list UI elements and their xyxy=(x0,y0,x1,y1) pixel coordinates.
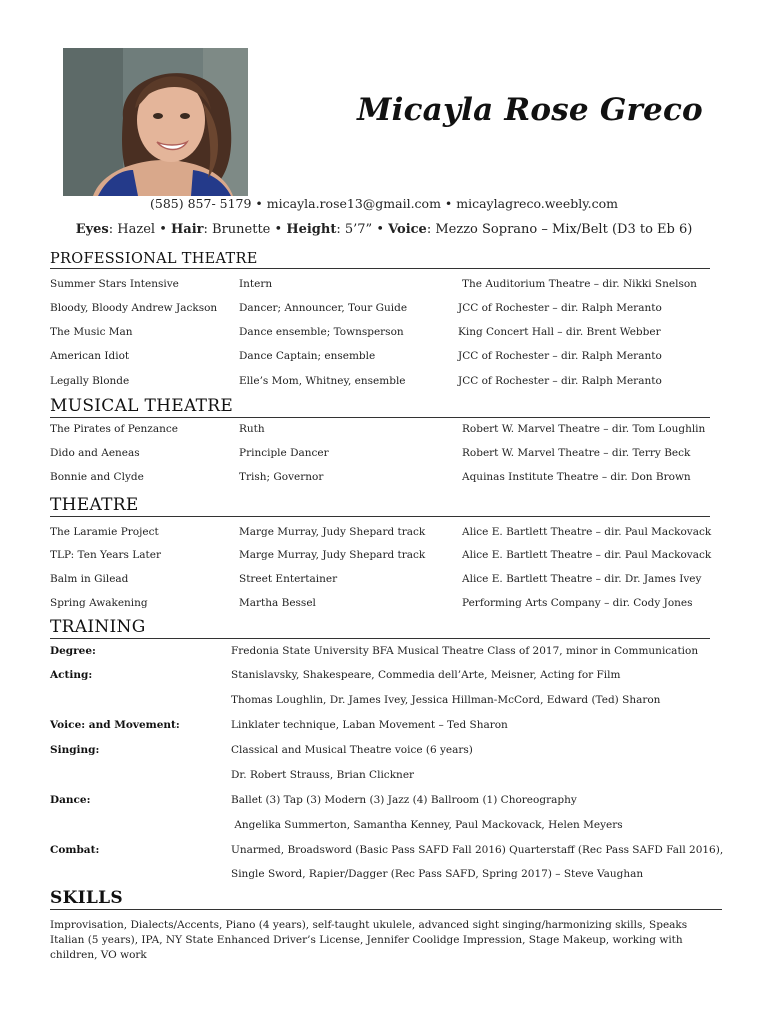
credit-row xyxy=(50,549,720,567)
training-row xyxy=(50,868,720,886)
training-value: Angelika Summerton, Samantha Kenney, Paul Mackovack, Helen Meyers xyxy=(231,819,623,831)
credit-role: Marge Murray, Judy Shepard track xyxy=(239,549,426,561)
credit-row xyxy=(50,526,720,544)
credit-venue: Robert W. Marvel Theatre – dir. Tom Loughlin xyxy=(462,423,706,435)
section-title-training: TRAINING xyxy=(50,617,710,639)
credit-row xyxy=(50,326,720,344)
credit-venue: Alice E. Bartlett Theatre – dir. Paul Mackovack xyxy=(462,526,712,538)
credit-role: Dance ensemble; Townsperson xyxy=(239,326,404,338)
training-value: Linklater technique, Laban Movement – Ted Sharon xyxy=(231,719,508,731)
credit-row xyxy=(50,597,720,615)
credit-row xyxy=(50,573,720,591)
training-label: Dance: xyxy=(50,794,91,806)
training-value: Stanislavsky, Shakespeare, Commedia dell’Arte, Meisner, Acting for Film xyxy=(231,669,621,681)
training-label: Degree: xyxy=(50,645,96,657)
credit-show: Balm in Gilead xyxy=(50,573,129,585)
training-label: Combat: xyxy=(50,844,100,856)
credit-venue: The Auditorium Theatre – dir. Nikki Snelson xyxy=(462,278,697,290)
credit-venue: King Concert Hall – dir. Brent Webber xyxy=(458,326,661,338)
attr-label-height: Height xyxy=(286,222,337,237)
training-row xyxy=(50,669,720,687)
credit-role: Intern xyxy=(239,278,273,290)
credit-role: Martha Bessel xyxy=(239,597,316,609)
training-label: Voice: and Movement: xyxy=(50,719,180,731)
credit-role: Principle Dancer xyxy=(239,447,329,459)
training-label: Acting: xyxy=(50,669,93,681)
credit-venue: JCC of Rochester – dir. Ralph Meranto xyxy=(458,375,662,387)
credit-venue: Alice E. Bartlett Theatre – dir. Dr. James Ivey xyxy=(462,573,702,585)
skills-text: Improvisation, Dialects/Accents, Piano (4 years), self-taught ukulele, advanced sight singing/harmonizing skills, Speaks Italian (5 years), IPA, NY State Enhanced Driver’s License, Jennifer Coolidge Impression, Stage Makeup, working with children, VO work xyxy=(50,919,688,961)
credit-row xyxy=(50,278,720,296)
credit-venue: Alice E. Bartlett Theatre – dir. Paul Mackovack xyxy=(462,549,712,561)
attr-label-eyes: Eyes xyxy=(75,222,109,237)
training-row xyxy=(50,744,720,762)
credit-show: The Music Man xyxy=(50,326,133,338)
credit-role: Dancer; Announcer, Tour Guide xyxy=(239,302,408,314)
credit-role: Dance Captain; ensemble xyxy=(239,350,376,362)
credit-row xyxy=(50,375,720,393)
physical-attributes: Eyes: Hazel • Hair: Brunette • Height: 5’7” • Voice: Mezzo Soprano – Mix/Belt (D3 to Eb 6) xyxy=(75,222,693,237)
credit-show: The Pirates of Penzance xyxy=(50,423,178,435)
credit-venue: Aquinas Institute Theatre – dir. Don Brown xyxy=(462,471,691,483)
attr-value-height: 5’7” xyxy=(344,222,373,237)
credit-show: Bonnie and Clyde xyxy=(50,471,144,483)
training-label: Singing: xyxy=(50,744,100,756)
credit-show: TLP: Ten Years Later xyxy=(50,549,161,561)
headshot-photo xyxy=(63,48,248,196)
credit-show: Legally Blonde xyxy=(50,375,130,387)
attr-label-voice: Voice xyxy=(388,222,427,237)
training-row xyxy=(50,645,720,663)
credit-show: Bloody, Bloody Andrew Jackson xyxy=(50,302,218,314)
credit-role: Trish; Governor xyxy=(239,471,324,483)
attr-value-hair: Brunette xyxy=(212,222,271,237)
training-row xyxy=(50,844,724,862)
training-value: Thomas Loughlin, Dr. James Ivey, Jessica Hillman-McCord, Edward (Ted) Sharon xyxy=(231,694,661,706)
credit-show: American Idiot xyxy=(50,350,130,362)
credit-show: Spring Awakening xyxy=(50,597,148,609)
section-title-professional: PROFESSIONAL THEATRE xyxy=(50,251,710,269)
section-title-theatre: THEATRE xyxy=(50,495,710,517)
training-row xyxy=(50,819,720,837)
candidate-name: Micayla Rose Greco xyxy=(357,92,703,128)
credit-show: Dido and Aeneas xyxy=(50,447,140,459)
training-row xyxy=(50,719,720,737)
credit-role: Elle’s Mom, Whitney, ensemble xyxy=(239,375,406,387)
credit-role: Ruth xyxy=(239,423,265,435)
training-value: Unarmed, Broadsword (Basic Pass SAFD Fall 2016) Quarterstaff (Rec Pass SAFD Fall 2016), xyxy=(231,844,724,856)
training-value: Ballet (3) Tap (3) Modern (3) Jazz (4) Ballroom (1) Choreography xyxy=(231,794,577,806)
section-title-musical: MUSICAL THEATRE xyxy=(50,396,710,418)
credit-show: Summer Stars Intensive xyxy=(50,278,179,290)
section-title-skills: SKILLS xyxy=(50,888,722,910)
credit-venue: JCC of Rochester – dir. Ralph Meranto xyxy=(458,350,662,362)
training-value: Dr. Robert Strauss, Brian Clickner xyxy=(231,769,415,781)
training-value: Single Sword, Rapier/Dagger (Rec Pass SAFD, Spring 2017) – Steve Vaughan xyxy=(231,868,644,880)
credit-show: The Laramie Project xyxy=(50,526,159,538)
credit-row xyxy=(50,471,720,489)
credit-row xyxy=(50,350,720,368)
training-row xyxy=(50,769,720,787)
attr-value-eyes: Hazel xyxy=(117,222,156,237)
training-value: Fredonia State University BFA Musical Theatre Class of 2017, minor in Communication xyxy=(231,645,699,657)
credit-row xyxy=(50,447,720,465)
training-row xyxy=(50,794,720,812)
credit-role: Street Entertainer xyxy=(239,573,338,585)
contact-line: (585) 857- 5179 • micayla.rose13@gmail.com • micaylagreco.weebly.com xyxy=(150,196,618,211)
credit-role: Marge Murray, Judy Shepard track xyxy=(239,526,426,538)
training-row xyxy=(50,694,720,712)
attr-value-voice: Mezzo Soprano – Mix/Belt (D3 to Eb 6) xyxy=(435,222,693,237)
credit-venue: Performing Arts Company – dir. Cody Jones xyxy=(462,597,693,609)
training-value: Classical and Musical Theatre voice (6 years) xyxy=(231,744,473,756)
credit-venue: JCC of Rochester – dir. Ralph Meranto xyxy=(458,302,662,314)
credit-row xyxy=(50,302,720,320)
credit-venue: Robert W. Marvel Theatre – dir. Terry Beck xyxy=(462,447,691,459)
credit-row xyxy=(50,423,720,441)
attr-label-hair: Hair xyxy=(171,222,204,237)
